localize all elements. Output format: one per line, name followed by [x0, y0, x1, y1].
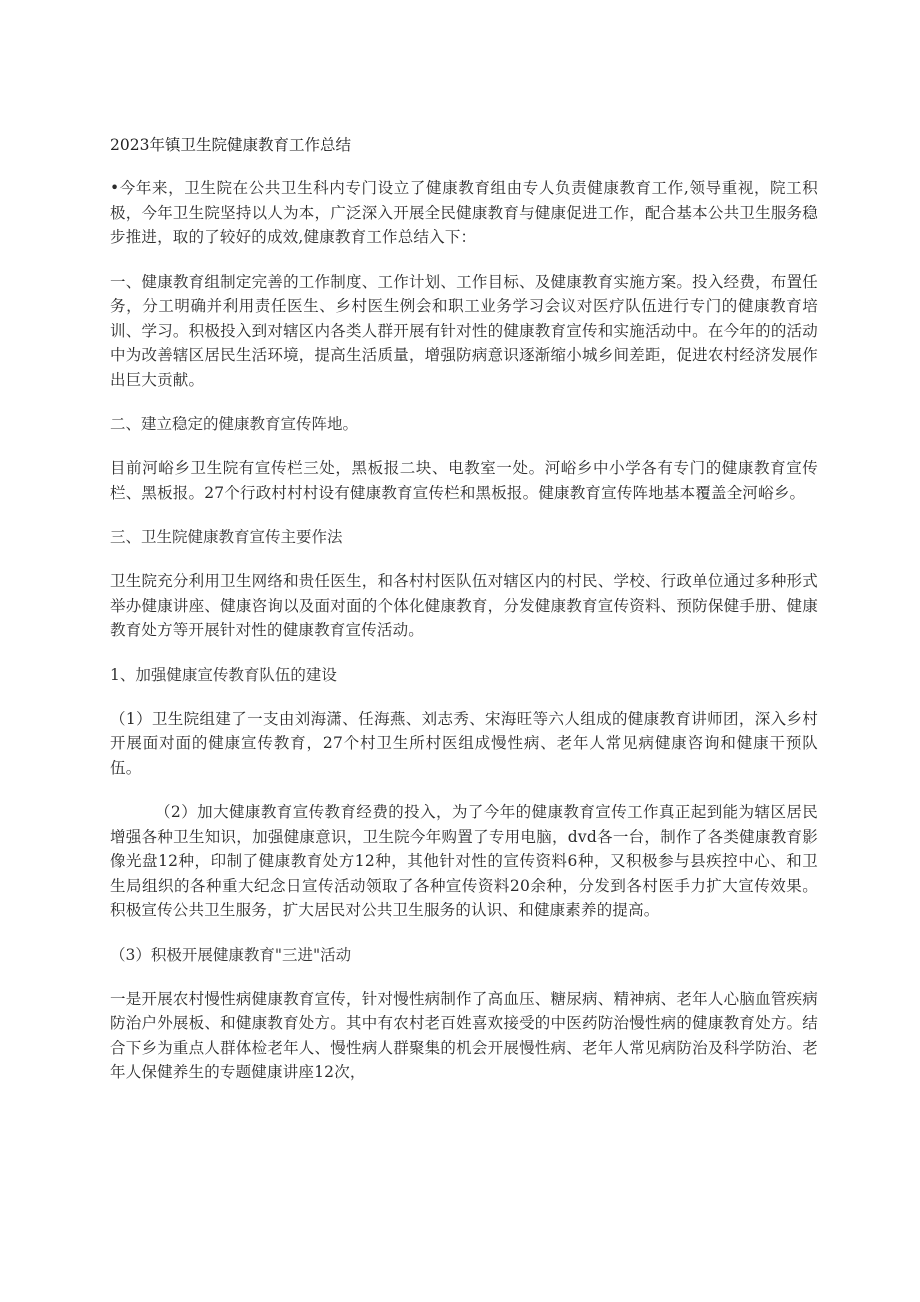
section2-heading: 二、建立稳定的健康教育宣传阵地。 [110, 415, 359, 433]
item1-2-paragraph: （2）加大健康教育宣传教育经费的投入，为了今年的健康教育宣传工作真正起到能为辖区居民增强各种卫生知识，加强健康意识，卫生院今年购置了专用电脑，dvd各一台，制作了各类健康教育影像光盘12种，印制了健康教育处方12种，其他针对性的宣传资料6种，又积极参与县疾控中心、和卫生局组织的各种重大纪念日宣传活动领取了各种宣传资料20余种，分发到各村医手力扩大宣传效果。积极宣传公共卫生服务，扩大居民对公共卫生服务的认识、和健康素养的提高。 [110, 803, 818, 919]
section1-paragraph: 一、健康教育组制定完善的工作制度、工作计划、工作目标、及健康教育实施方案。投入经费，布置任务，分工明确并利用责任医生、乡村医生例会和职工业务学习会议对医疗队伍进行专门的健康教育培训、学习。积极投入到对辖区内各类人群开展有针对性的健康教育宣传和实施活动中。在今年的的活动中为改善辖区居民生活环境，提高生活质量，增强防病意识逐渐缩小城乡间差距，促进农村经济发展作出巨大贡献。 [110, 272, 818, 389]
document-title: 2023年镇卫生院健康教育工作总结 [110, 136, 351, 154]
section3-paragraph: 卫生院充分利用卫生网络和贵任医生，和各村村医队伍对辖区内的村民、学校、行政单位通过多种形式举办健康讲座、健康咨询以及面对面的个体化健康教育，分发健康教育宣传资料、预防保健手册、健康教育处方等开展针对性的健康教育宣传活动。 [110, 572, 818, 639]
section2-paragraph: 目前河峪乡卫生院有宣传栏三处，黑板报二块、电教室一处。河峪乡中小学各有专门的健康教育宣传栏、黑板报。27个行政村村村设有健康教育宣传栏和黑板报。健康教育宣传阵地基本覆盖全河峪乡。 [110, 459, 818, 502]
intro-paragraph: •今年来，卫生院在公共卫生科内专门设立了健康教育组由专人负责健康教育工作,领导重视，院工积极，今年卫生院坚持以人为本，广泛深入开展全民健康教育与健康促进工作，配合基本公共卫生服务稳步推进，取的了较好的成效,健康教育工作总结入下： [110, 179, 818, 246]
item1-3-heading: （3）积极开展健康教育"三进"活动 [110, 945, 352, 964]
item1-heading: 1、加强健康宣传教育队伍的建设 [110, 665, 337, 684]
section3-heading: 三、卫生院健康教育宣传主要作法 [110, 528, 343, 546]
item1-3-paragraph: 一是开展农村慢性病健康教育宣传，针对慢性病制作了高血压、糖尿病、精神病、老年人心脑血管疾病防治户外展板、和健康教育处方。其中有农村老百姓喜欢接受的中医药防治慢性病的健康教育处方。结合下乡为重点人群体检老年人、慢性病人群聚集的机会开展慢性病、老年人常见病防治及科学防治、老年人保健养生的专题健康讲座12次， [110, 989, 818, 1081]
item1-1-paragraph: （1）卫生院组建了一支由刘海潇、任海燕、刘志秀、宋海旺等六人组成的健康教育讲师团，深入乡村开展面对面的健康宣传教育，27个村卫生所村医组成慢性病、老年人常见病健康咨询和健康干预队伍。 [110, 709, 818, 777]
document-page [110, 133, 818, 1105]
